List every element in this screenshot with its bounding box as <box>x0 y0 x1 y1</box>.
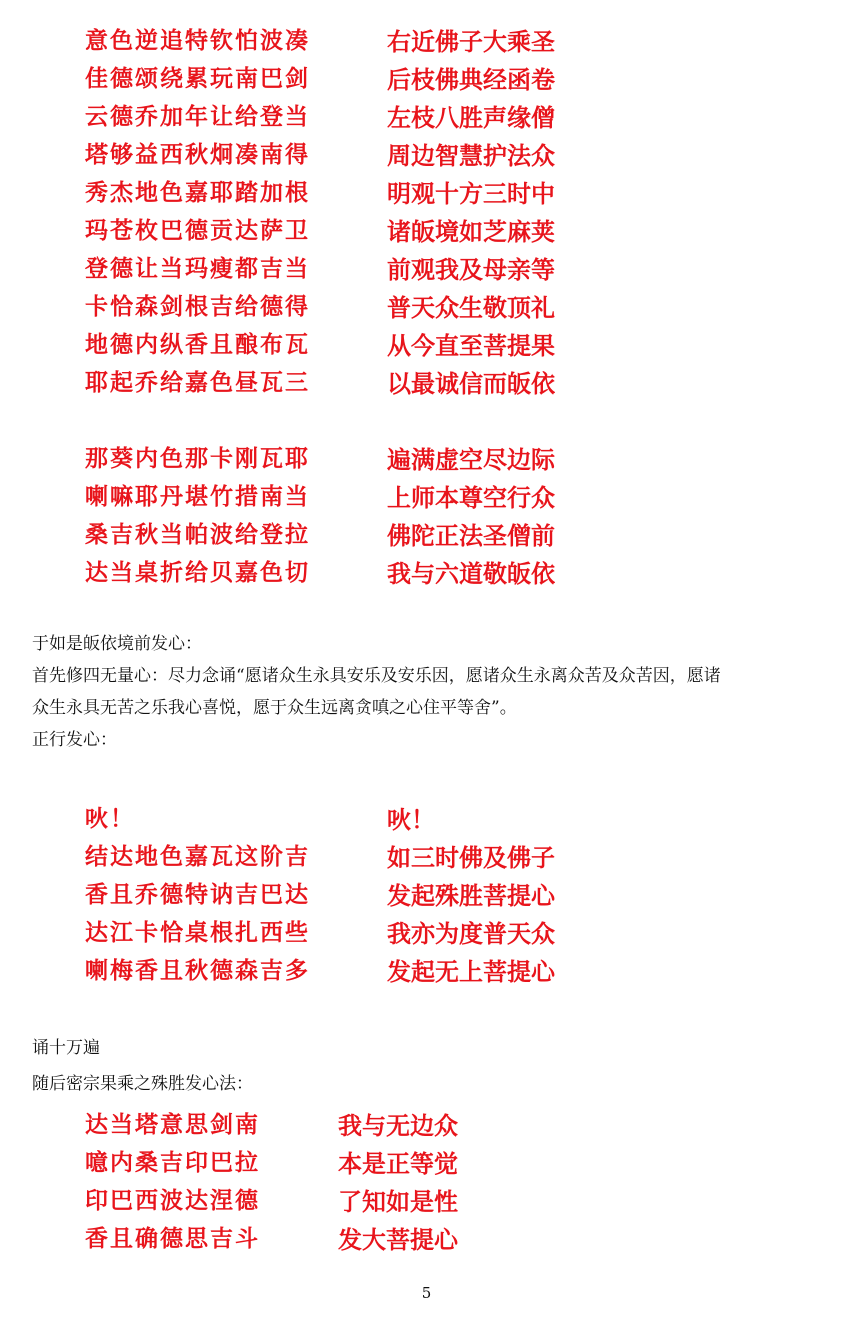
instruction-line: 诵十万遍 <box>32 1038 100 1058</box>
tibetan-transliteration: 卡恰森剑根吉给德得 <box>85 294 310 320</box>
chinese-translation: 左枝八胜声缘僧 <box>387 103 555 132</box>
tibetan-transliteration: 那葵内色那卡刚瓦耶 <box>85 446 310 472</box>
chinese-translation: 发大菩提心 <box>338 1225 458 1254</box>
tibetan-transliteration: 香且确德思吉斗 <box>85 1226 260 1252</box>
tibetan-transliteration: 达江卡恰桌根扎西些 <box>85 920 310 946</box>
instruction-line: 首先修四无量心：尽力念诵“愿诸众生永具安乐及安乐因，愿诸众生永离众苦及众苦因，愿诸 <box>32 666 721 686</box>
instruction-line: 正行发心： <box>32 730 117 750</box>
chinese-translation: 我与无边众 <box>338 1111 458 1140</box>
chinese-translation: 诸皈境如芝麻荚 <box>387 217 555 246</box>
chinese-translation: 明观十方三时中 <box>387 179 555 208</box>
tibetan-transliteration: 达当塔意思剑南 <box>85 1112 260 1138</box>
tibetan-transliteration: 佳德颂绕累玩南巴剑 <box>85 66 310 92</box>
chinese-translation: 吙！ <box>387 805 435 834</box>
chinese-translation: 佛陀正法圣僧前 <box>387 521 555 550</box>
page-number: 5 <box>421 1284 432 1302</box>
tibetan-transliteration: 云德乔加年让给登当 <box>85 104 310 130</box>
tibetan-transliteration: 秀杰地色嘉耶踏加根 <box>85 180 310 206</box>
tibetan-transliteration: 印巴西波达涅德 <box>85 1188 260 1214</box>
tibetan-transliteration: 玛苍枚巴德贡达萨卫 <box>85 218 310 244</box>
chinese-translation: 后枝佛典经函卷 <box>387 65 555 94</box>
tibetan-transliteration: 吙！ <box>85 806 135 832</box>
tibetan-transliteration: 地德内纵香且酿布瓦 <box>85 332 310 358</box>
tibetan-transliteration: 塔够益西秋炯凑南得 <box>85 142 310 168</box>
tibetan-transliteration: 结达地色嘉瓦这阶吉 <box>85 844 310 870</box>
instruction-line: 随后密宗果乘之殊胜发心法： <box>32 1074 253 1094</box>
chinese-translation: 遍满虚空尽边际 <box>387 445 555 474</box>
tibetan-transliteration: 桑吉秋当帕波给登拉 <box>85 522 310 548</box>
chinese-translation: 本是正等觉 <box>338 1149 458 1178</box>
tibetan-transliteration: 登德让当玛瘦都吉当 <box>85 256 310 282</box>
tibetan-transliteration: 香且乔德特讷吉巴达 <box>85 882 310 908</box>
chinese-translation: 右近佛子大乘圣 <box>387 27 555 56</box>
tibetan-transliteration: 喇嘛耶丹堪竹措南当 <box>85 484 310 510</box>
chinese-translation: 了知如是性 <box>338 1187 458 1216</box>
chinese-translation: 普天众生敬顶礼 <box>387 293 555 322</box>
chinese-translation: 我亦为度普天众 <box>387 919 555 948</box>
chinese-translation: 我与六道敬皈依 <box>387 559 555 588</box>
chinese-translation: 周边智慧护法众 <box>387 141 555 170</box>
chinese-translation: 从今直至菩提果 <box>387 331 555 360</box>
chinese-translation: 发起无上菩提心 <box>387 957 555 986</box>
instruction-line: 于如是皈依境前发心： <box>32 634 202 654</box>
chinese-translation: 以最诚信而皈依 <box>387 369 555 398</box>
chinese-translation: 发起殊胜菩提心 <box>387 881 555 910</box>
chinese-translation: 上师本尊空行众 <box>387 483 555 512</box>
tibetan-transliteration: 噫内桑吉印巴拉 <box>85 1150 260 1176</box>
tibetan-transliteration: 达当桌折给贝嘉色切 <box>85 560 310 586</box>
instruction-line: 众生永具无苦之乐我心喜悦，愿于众生远离贪嗔之心住平等舍”。 <box>32 698 517 718</box>
tibetan-transliteration: 耶起乔给嘉色昼瓦三 <box>85 370 310 396</box>
tibetan-transliteration: 喇梅香且秋德森吉多 <box>85 958 310 984</box>
chinese-translation: 如三时佛及佛子 <box>387 843 555 872</box>
chinese-translation: 前观我及母亲等 <box>387 255 555 284</box>
tibetan-transliteration: 意色逆追特钦怕波凑 <box>85 28 310 54</box>
